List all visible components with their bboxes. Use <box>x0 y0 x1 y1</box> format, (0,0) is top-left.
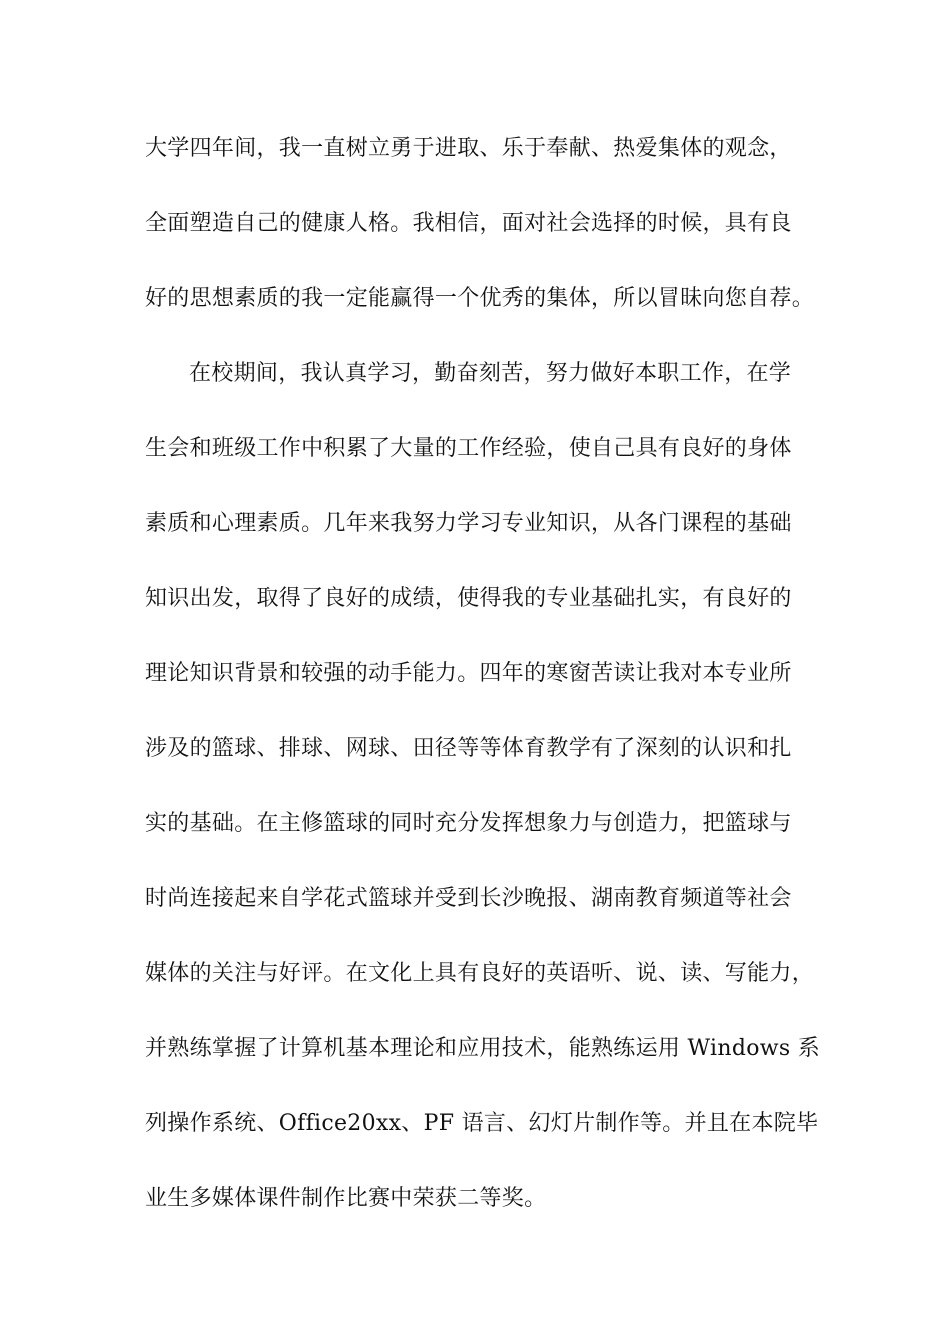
text-line: 全面塑造自己的健康人格。我相信，面对社会选择的时候，具有良 <box>145 211 792 236</box>
text-line: 涉及的篮球、排球、网球、田径等等体育教学有了深刻的认识和扎 <box>145 736 792 761</box>
text-line: 素质和心理素质。几年来我努力学习专业知识，从各门课程的基础 <box>145 511 792 536</box>
text-line: 理论知识背景和较强的动手能力。四年的寒窗苦读让我对本专业所 <box>145 661 792 686</box>
text-line: 并熟练掌握了计算机基本理论和应用技术，能熟练运用 Windows 系 <box>145 1036 821 1061</box>
text-line: 实的基础。在主修篮球的同时充分发挥想象力与创造力，把篮球与 <box>145 811 792 836</box>
text-line: 时尚连接起来自学花式篮球并受到长沙晚报、湖南教育频道等社会 <box>145 886 792 911</box>
text-line: 好的思想素质的我一定能赢得一个优秀的集体，所以冒昧向您自荐。 <box>145 286 815 311</box>
text-line: 生会和班级工作中积累了大量的工作经验，使自己具有良好的身体 <box>145 436 792 461</box>
text-line: 列操作系统、Office20xx、PF 语言、幻灯片制作等。并且在本院毕 <box>145 1111 819 1136</box>
text-line: 大学四年间，我一直树立勇于进取、乐于奉献、热爱集体的观念， <box>145 136 792 161</box>
paragraph-first-line: 在校期间，我认真学习，勤奋刻苦，努力做好本职工作，在学 <box>189 361 792 386</box>
text-line: 业生多媒体课件制作比赛中荣获二等奖。 <box>145 1186 547 1211</box>
text-line: 知识出发，取得了良好的成绩，使得我的专业基础扎实，有良好的 <box>145 586 792 611</box>
text-line: 媒体的关注与好评。在文化上具有良好的英语听、说、读、写能力， <box>145 961 815 986</box>
